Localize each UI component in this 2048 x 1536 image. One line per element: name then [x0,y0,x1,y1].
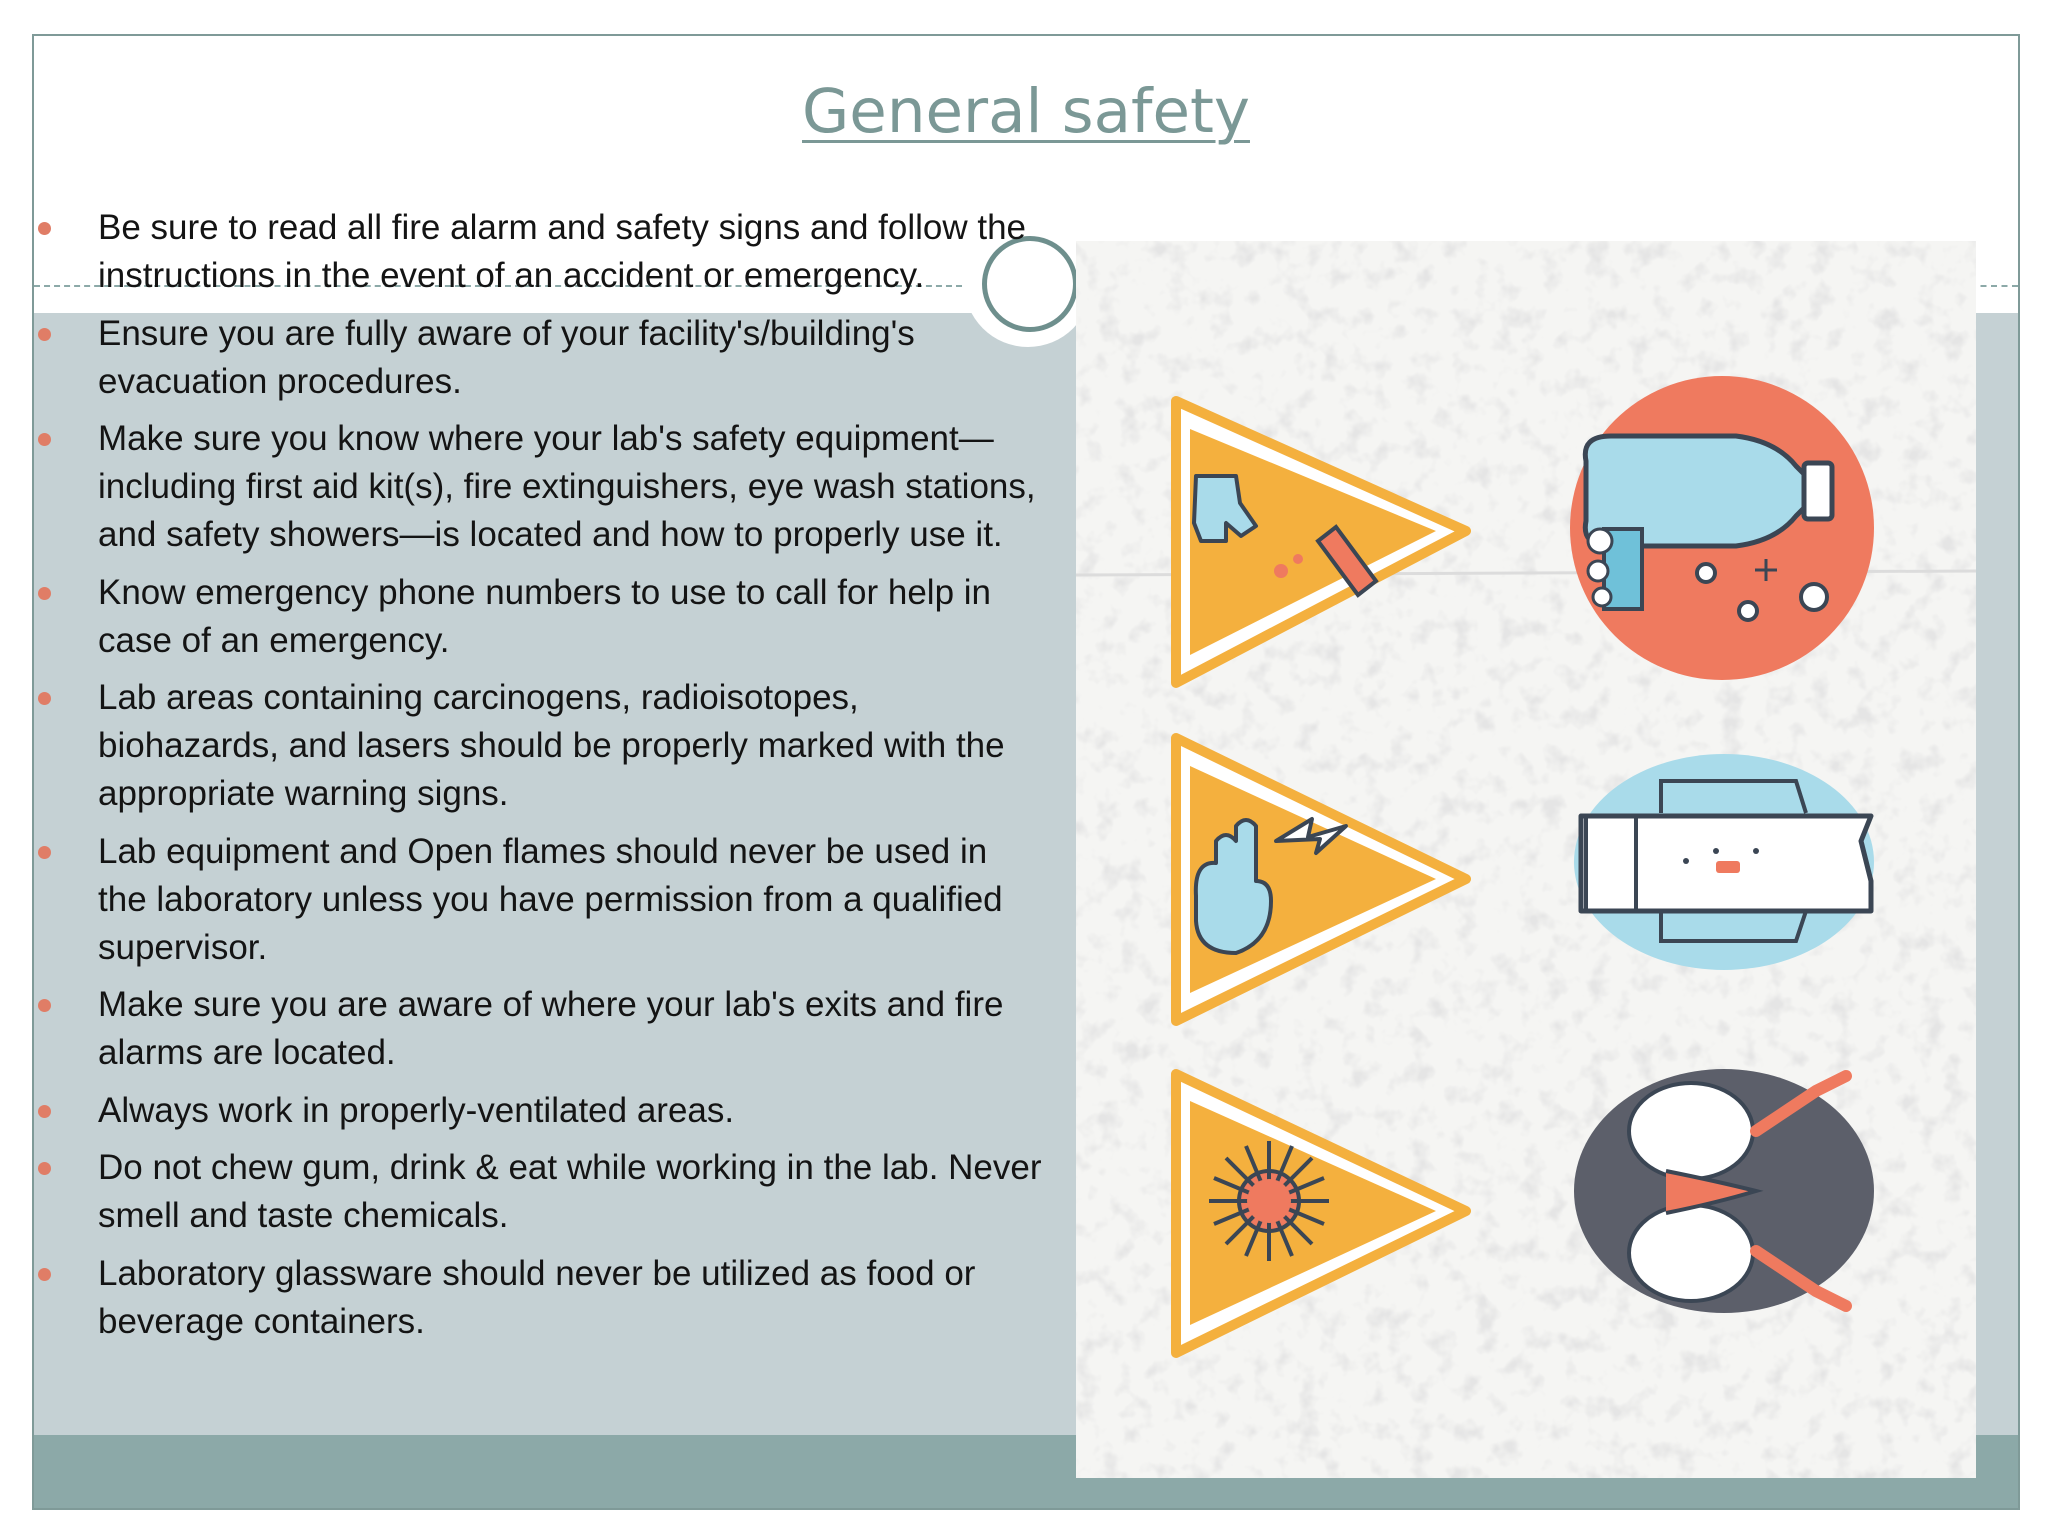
bullet-item [34,674,1044,818]
bullet-item [34,1087,1044,1135]
spray-bottle-icon [1570,376,1874,680]
bullet-item [34,310,1044,406]
bullet-item [34,1144,1044,1240]
bullet-dot [38,846,51,859]
bullet-text: Ensure you are fully aware of your facility's/building's evacuation procedures. [98,313,915,401]
safety-illustration-svg [1076,241,1976,1478]
bullet-dot [38,328,51,341]
bullet-dot [38,692,51,705]
bullet-list [34,204,1044,1355]
bullet-item [34,569,1044,665]
bullet-item [34,1250,1044,1346]
bullet-text: Make sure you know where your lab's safety equipment—including first aid kit(s), fire extinguishers, eye wash stations, and safety showers—is located and how to properly use it. [98,419,1036,554]
bullet-text: Lab equipment and Open flames should never be used in the laboratory unless you have permission from a qualified supervisor. [98,831,1003,967]
slide [32,34,2020,1510]
bullet-text: Know emergency phone numbers to use to call for help in case of an emergency. [98,572,992,660]
bullet-text: Lab areas containing carcinogens, radioisotopes, biohazards, and lasers should be properly marked with the appropriate warning signs. [98,678,1005,813]
bullet-item [34,415,1044,559]
bullet-item [34,981,1044,1077]
bullet-text: Be sure to read all fire alarm and safety signs and follow the instructions in the event of an accident or emergency. [98,208,1026,295]
divider-right [1970,285,2018,287]
bullet-dot [38,1162,51,1175]
bullet-text: Make sure you are aware of where your lab's exits and fire alarms are located. [98,985,1004,1072]
bullet-item [34,204,1044,300]
bullet-text: Laboratory glassware should never be utilized as food or beverage containers. [98,1253,976,1341]
slide-title: General safety [802,76,1250,147]
bullet-item [34,828,1044,972]
lab-coat-icon [1574,754,1874,970]
bullet-dot [38,1105,51,1118]
bullet-dot [38,222,51,235]
bullet-dot [38,999,51,1012]
bullet-dot [38,433,51,446]
bullet-dot [38,1268,51,1281]
bullet-dot [38,587,51,600]
safety-goggles-icon [1574,1069,1874,1313]
bullet-text: Do not chew gum, drink & eat while working in the lab. Never smell and taste chemicals. [98,1148,1042,1235]
bullet-text: Always work in properly-ventilated areas. [98,1090,735,1130]
safety-illustration [1076,241,1976,1478]
